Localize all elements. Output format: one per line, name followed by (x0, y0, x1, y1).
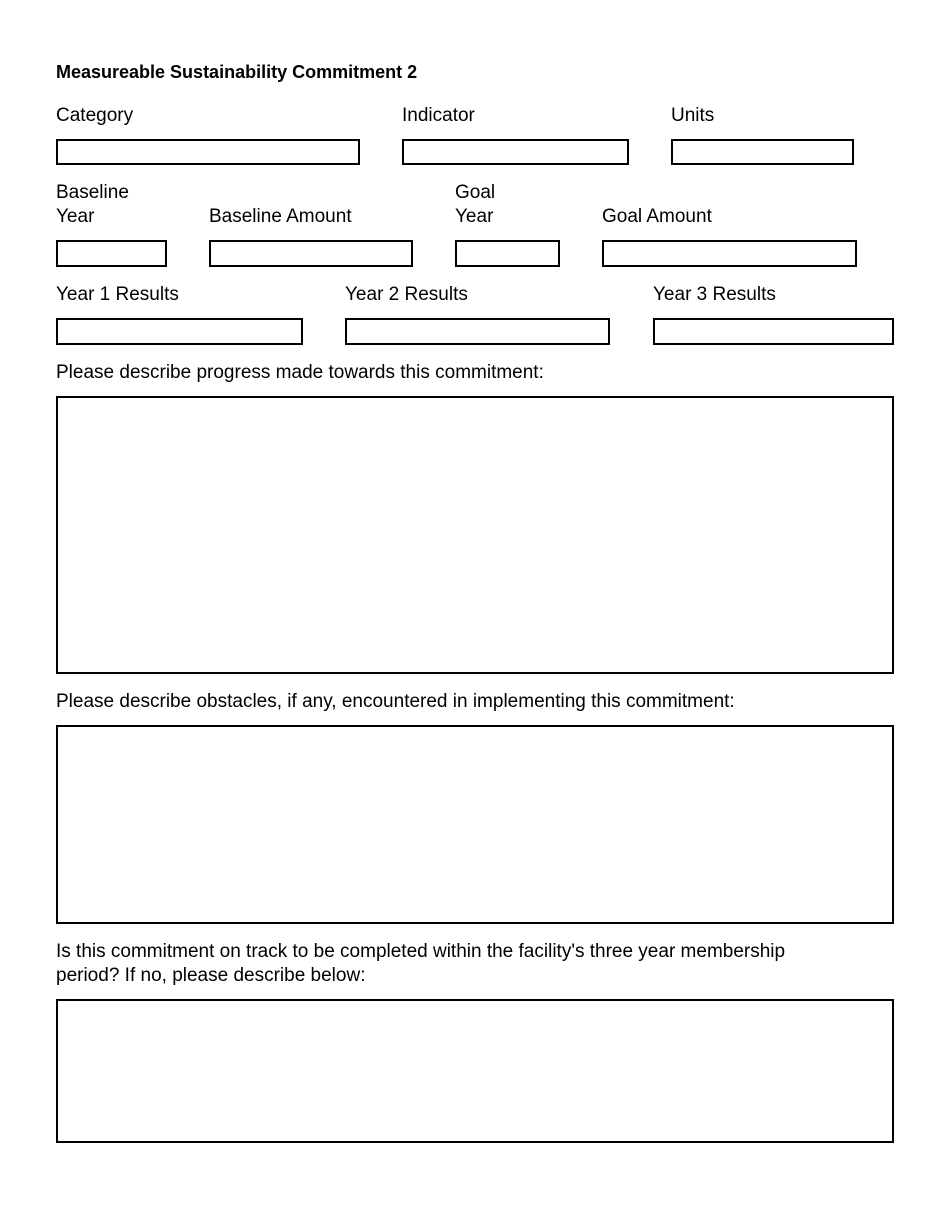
goal-year-label-line1: Goal (455, 182, 496, 203)
indicator-field[interactable] (402, 139, 629, 165)
goal-year-field[interactable] (455, 240, 560, 267)
progress-label: Please describe progress made towards this commitment: (56, 362, 544, 383)
baseline-year-label-line2: Year (56, 206, 95, 227)
indicator-label: Indicator (402, 105, 475, 126)
year1-results-field[interactable] (56, 318, 303, 345)
on-track-textarea[interactable] (56, 999, 894, 1143)
baseline-year-label-line1: Baseline (56, 182, 129, 203)
units-field[interactable] (671, 139, 854, 165)
year2-results-label: Year 2 Results (345, 284, 468, 305)
goal-amount-label: Goal Amount (602, 206, 712, 227)
units-label: Units (671, 105, 715, 126)
obstacles-label: Please describe obstacles, if any, encountered in implementing this commitment: (56, 691, 735, 712)
year2-results-field[interactable] (345, 318, 610, 345)
year3-results-label: Year 3 Results (653, 284, 776, 305)
baseline-year-field[interactable] (56, 240, 167, 267)
on-track-label-line2: period? If no, please describe below: (56, 965, 366, 986)
goal-amount-field[interactable] (602, 240, 857, 267)
year3-results-field[interactable] (653, 318, 894, 345)
category-field[interactable] (56, 139, 360, 165)
category-label: Category (56, 105, 134, 126)
year1-results-label: Year 1 Results (56, 284, 179, 305)
on-track-label-line1: Is this commitment on track to be completed within the facility's three year membership (56, 941, 786, 962)
goal-year-label-line2: Year (455, 206, 494, 227)
form-title: Measureable Sustainability Commitment 2 (56, 62, 418, 82)
obstacles-textarea[interactable] (56, 725, 894, 924)
baseline-amount-label: Baseline Amount (209, 206, 352, 227)
progress-textarea[interactable] (56, 396, 894, 674)
baseline-amount-field[interactable] (209, 240, 413, 267)
